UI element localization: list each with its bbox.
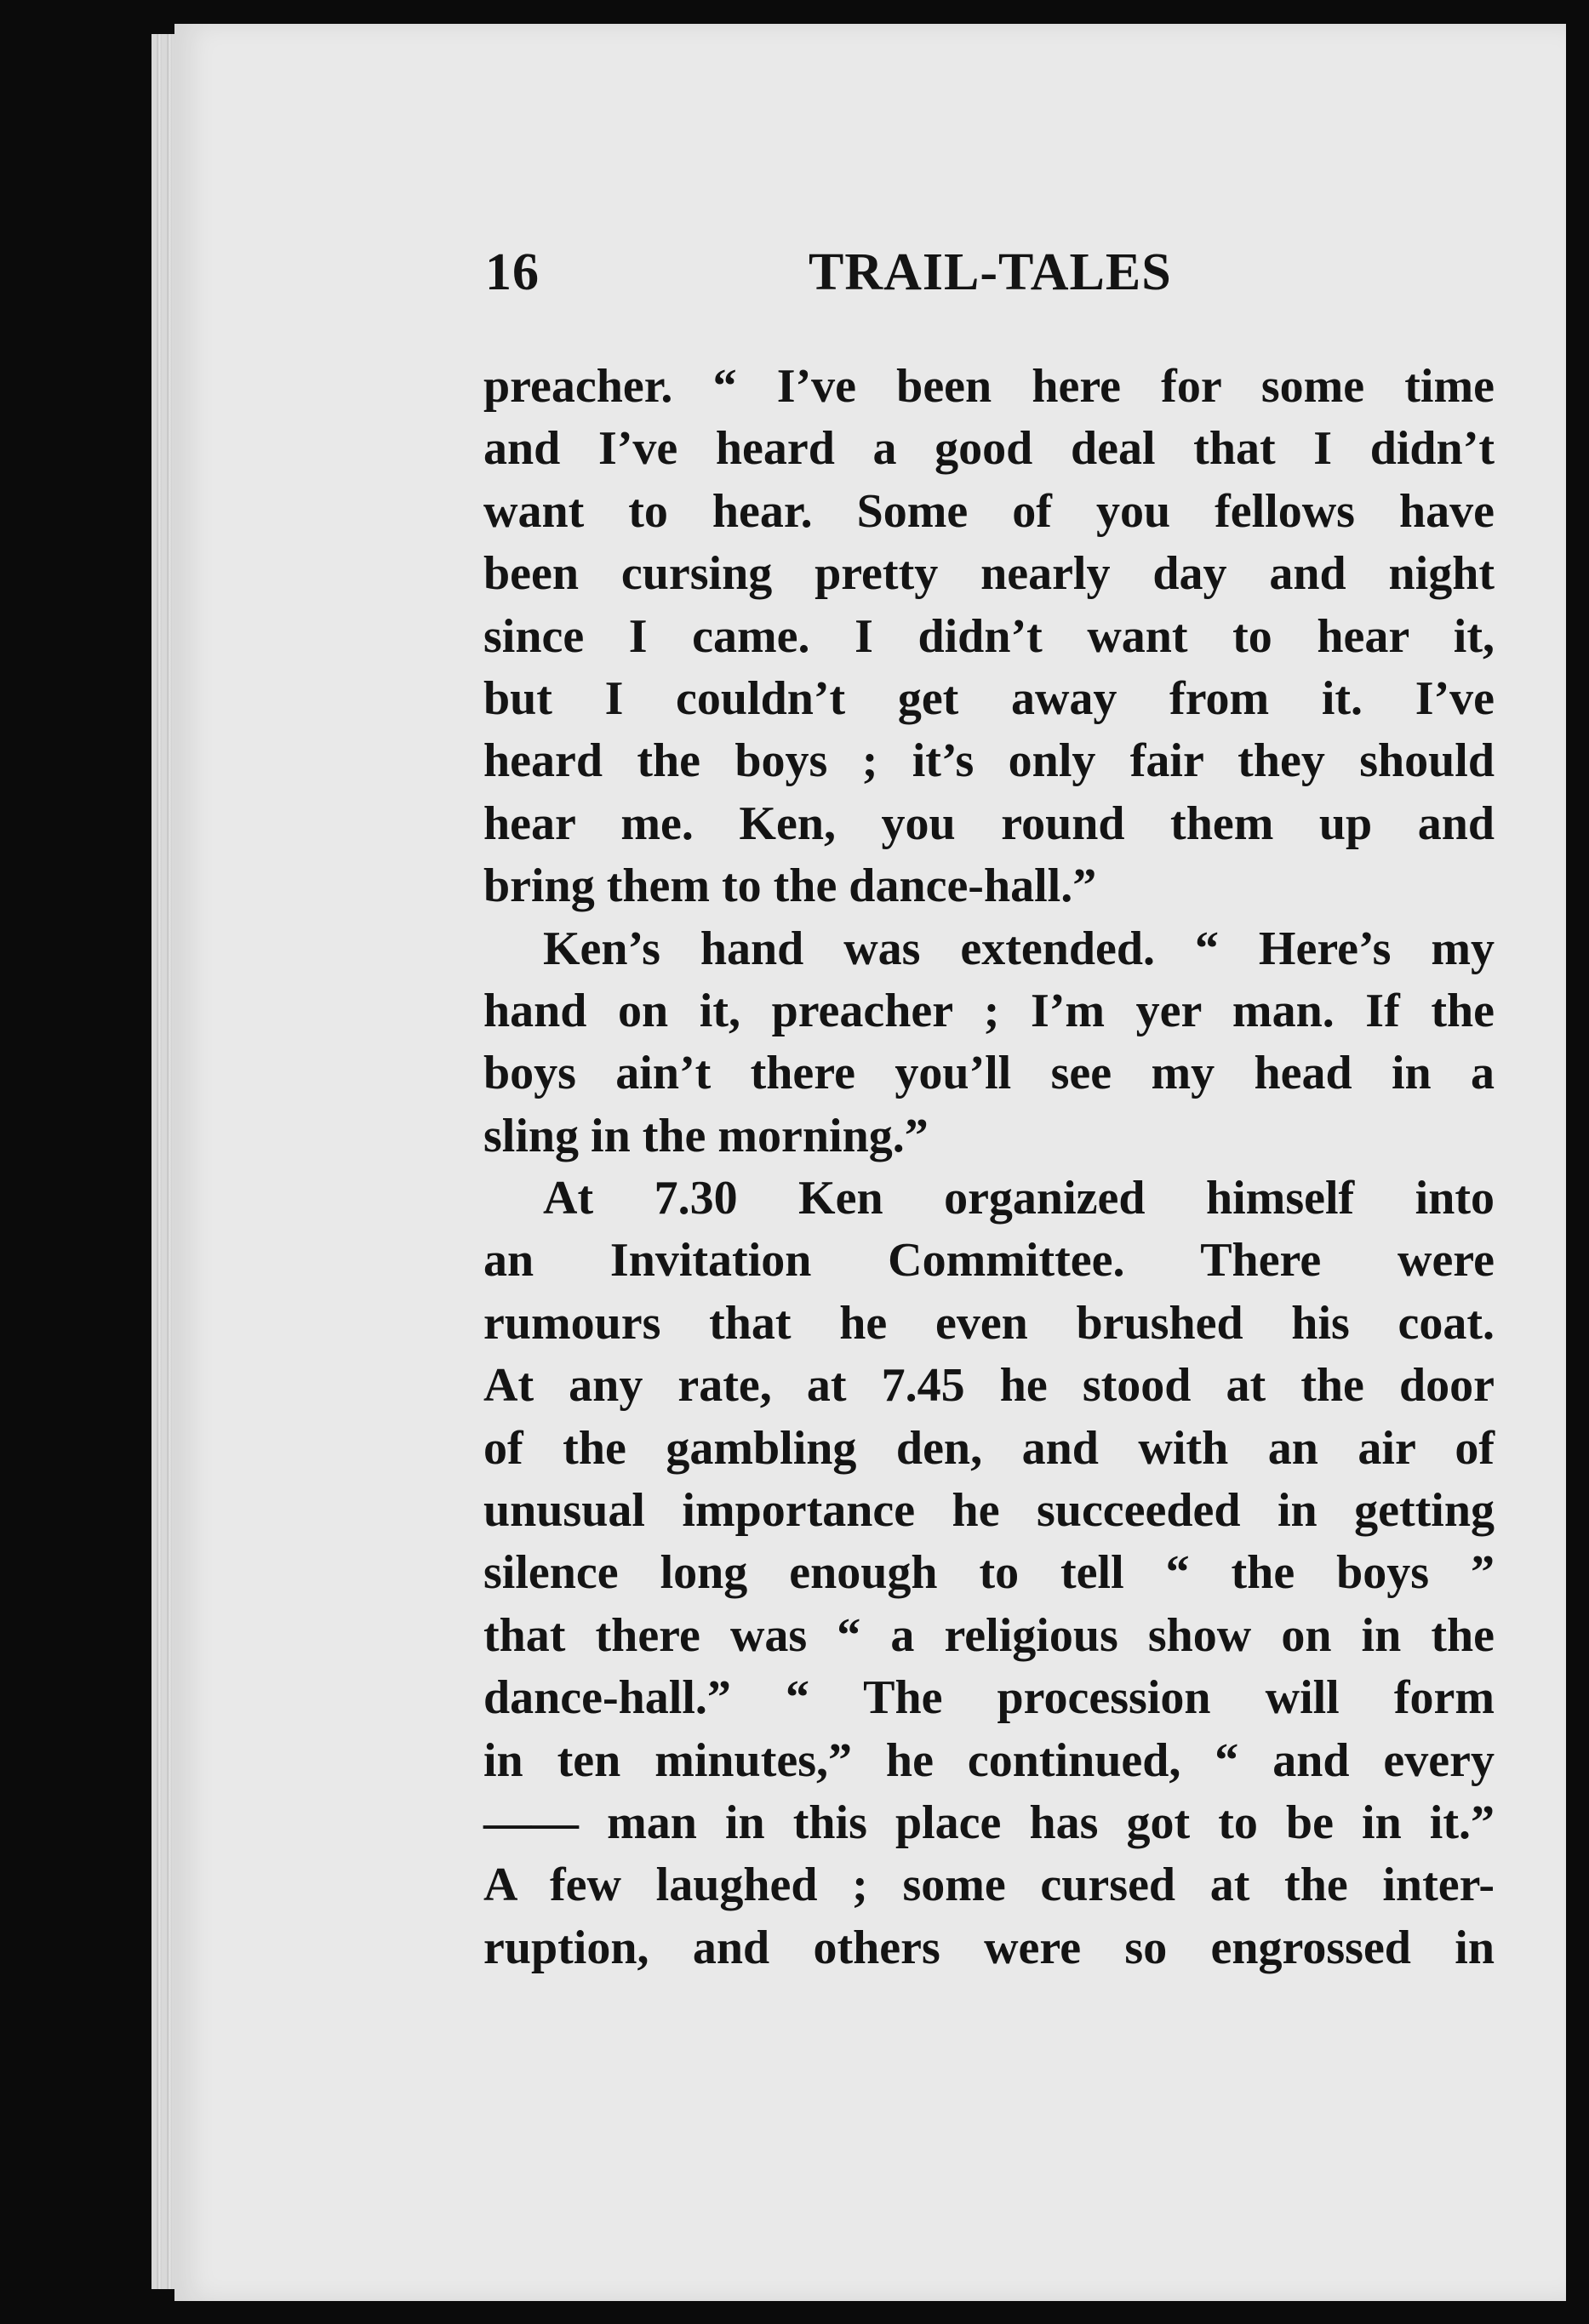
text-line: ruption, and others were so engrossed in (483, 1921, 1495, 1974)
text-line: boys ain’t there you’ll see my head in a (483, 1047, 1495, 1100)
text-line: unusual importance he succeeded in getting (483, 1484, 1495, 1538)
body-text (483, 356, 1495, 1979)
page-header (485, 243, 1489, 311)
text-line: preacher. “ I’ve been here for some time (483, 360, 1495, 413)
text-line: hear me. Ken, you round them up and (483, 797, 1495, 850)
text-line: heard the boys ; it’s only fair they should (483, 734, 1495, 788)
text-line: bring them to the dance-hall.” (483, 859, 1097, 913)
text-line: since I came. I didn’t want to hear it, (483, 609, 1495, 663)
text-line: and I’ve heard a good deal that I didn’t (483, 422, 1495, 476)
text-line: A few laughed ; some cursed at the inter- (483, 1859, 1495, 1912)
text-line: of the gambling den, and with an air of (483, 1421, 1495, 1475)
text-line: been cursing pretty nearly day and night (483, 547, 1495, 601)
text-line: sling in the morning.” (483, 1109, 929, 1162)
text-line: At 7.30 Ken organized himself into (543, 1172, 1495, 1225)
text-line: Ken’s hand was extended. “ Here’s my (543, 922, 1495, 975)
text-line: rumours that he even brushed his coat. (483, 1296, 1495, 1350)
text-line: want to hear. Some of you fellows have (483, 484, 1495, 538)
text-line: in ten minutes,” he continued, “ and every (483, 1733, 1495, 1787)
text-line: At any rate, at 7.45 he stood at the door (483, 1359, 1495, 1413)
text-line: dance-hall.” “ The procession will form (483, 1671, 1495, 1725)
page-number: 16 (485, 243, 540, 301)
text-line: silence long enough to tell “ the boys ” (483, 1546, 1495, 1600)
text-line: hand on it, preacher ; I’m yer man. If the (483, 984, 1495, 1037)
text-line: an Invitation Committee. There were (483, 1234, 1495, 1288)
text-line: —— man in this place has got to be in it.” (483, 1796, 1495, 1849)
text-line: but I couldn’t get away from it. I’ve (483, 671, 1495, 725)
text-line: that there was “ a religious show on in the (483, 1608, 1495, 1662)
running-title: TRAIL-TALES (809, 243, 1172, 301)
